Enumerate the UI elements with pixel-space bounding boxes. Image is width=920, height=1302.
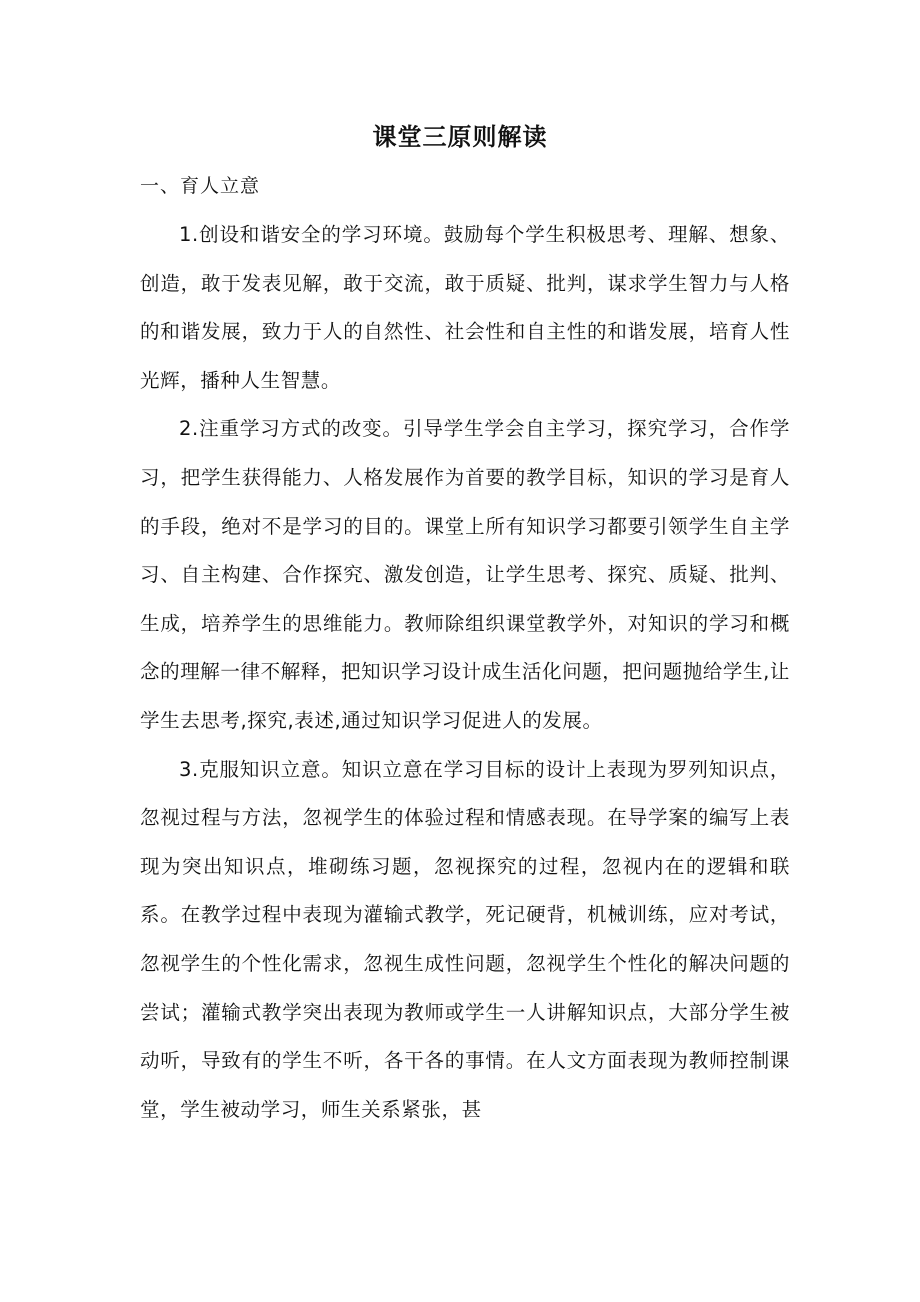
document-body [140, 211, 790, 1134]
section-heading: 一、育人立意 [140, 175, 261, 197]
paragraph-1: 1.创设和谐安全的学习环境。鼓励每个学生积极思考、理解、想象、创造，敢于发表见解，敢于交流，敢于质疑、批判，谋求学生智力与人格的和谐发展，致力于人的自然性、社会性和自主性的和谐发展，培育人性光辉，播种人生智慧。 [140, 223, 790, 392]
document-title: 课堂三原则解读 [372, 123, 548, 151]
paragraph-3: 3.克服知识立意。知识立意在学习目标的设计上表现为罗列知识点，忽视过程与方法，忽视学生的体验过程和情感表现。在导学案的编写上表现为突出知识点，堆砌练习题，忽视探究的过程，忽视内在的逻辑和联系。在教学过程中表现为灌输式教学，死记硬背，机械训练，应对考试，忽视学生的个性化需求，忽视生成性问题，忽视学生个性化的解决问题的尝试；灌输式教学突出表现为教师或学生一人讲解知识点，大部分学生被动听，导致有的学生不听，各干各的事情。在人文方面表现为教师控制课堂，学生被动学习，师生关系紧张，甚 [140, 757, 790, 1121]
paragraph-2: 2.注重学习方式的改变。引导学生学会自主学习，探究学习，合作学习，把学生获得能力、人格发展作为首要的教学目标，知识的学习是育人的手段，绝对不是学习的目的。课堂上所有知识学习都要引领学生自主学习、自主构建、合作探究、激发创造，让学生思考、探究、质疑、批判、生成，培养学生的思维能力。教师除组织课堂教学外，对知识的学习和概念的理解一律不解释，把知识学习设计成生活化问题，把问题抛给学生,让学生去思考,探究,表述,通过知识学习促进人的发展。 [140, 417, 790, 732]
